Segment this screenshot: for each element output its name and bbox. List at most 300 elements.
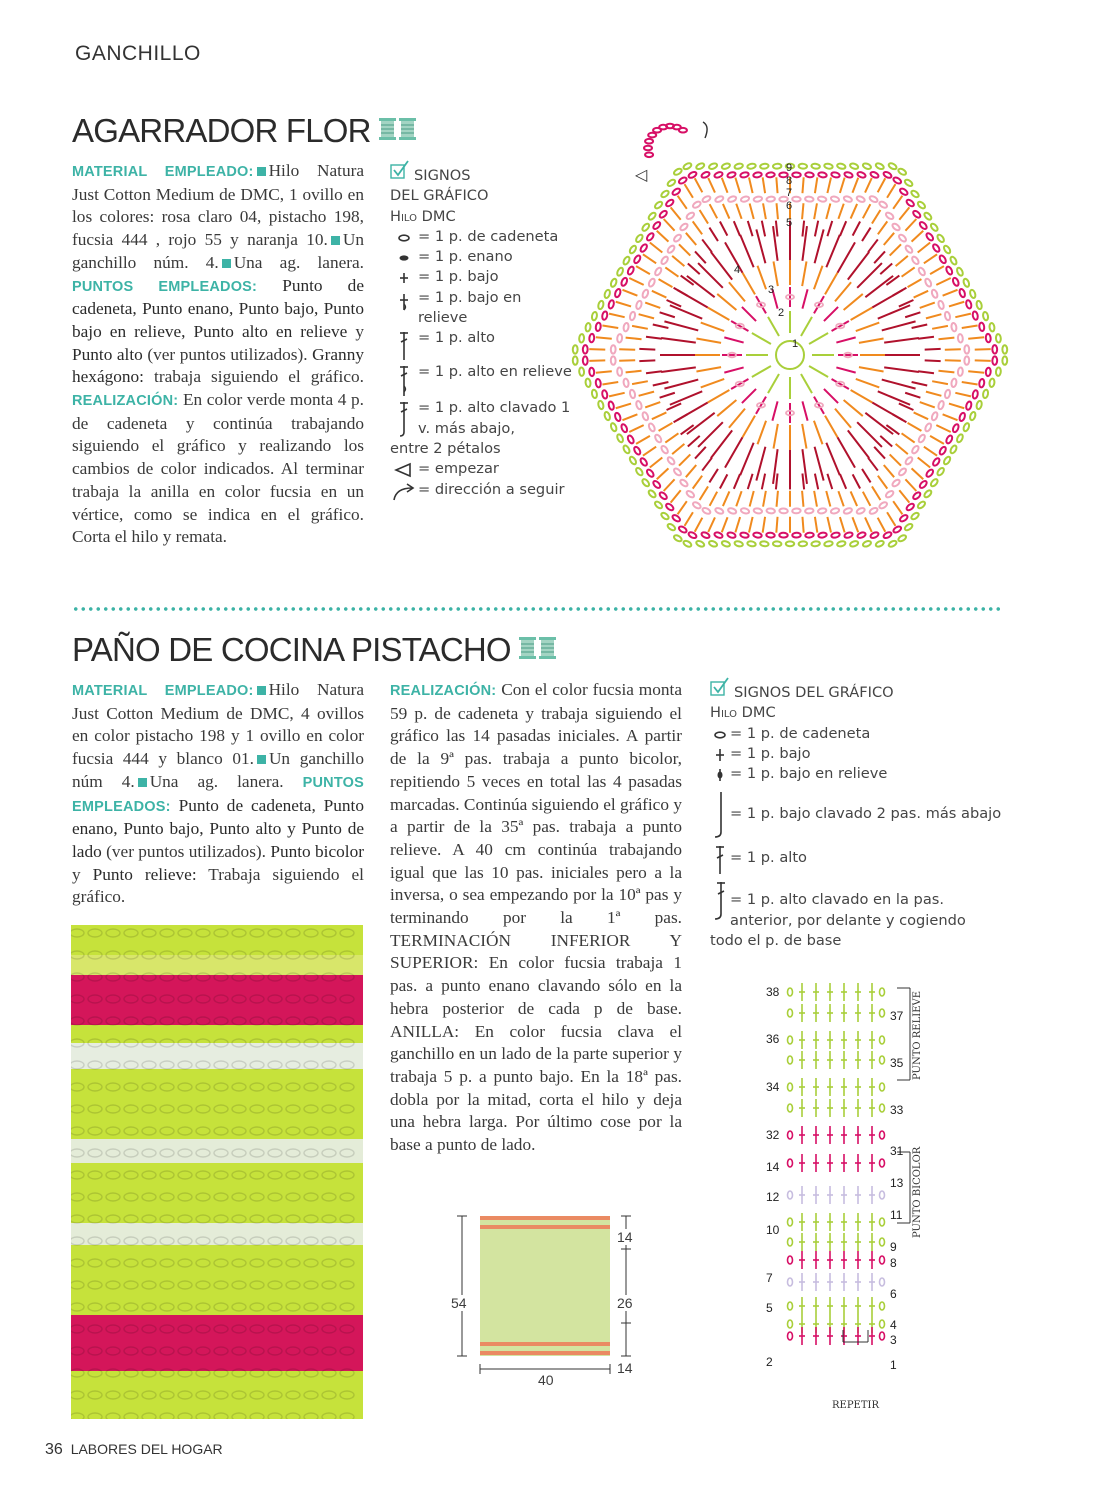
chart-stitch (857, 422, 882, 447)
chart-stitch (579, 367, 584, 376)
chart-stitch (919, 221, 928, 230)
chart-stitch (888, 162, 898, 170)
chart-stitch (727, 507, 737, 514)
chart-stitch (633, 254, 642, 264)
chart-stitch (836, 367, 855, 372)
chart-stitch (851, 204, 857, 219)
chart-stitch (956, 433, 964, 443)
chart-stitch (917, 500, 926, 509)
chart-stitch (648, 133, 656, 138)
row-number: 32 (766, 1128, 780, 1142)
chart-stitch (827, 517, 831, 533)
chart-stitch (667, 523, 677, 532)
chart-stitch (721, 540, 730, 547)
chart-stitch (870, 171, 880, 179)
round-label: 8 (786, 174, 793, 187)
chart-stitch (880, 1332, 885, 1340)
page-number: 36 (45, 1441, 63, 1458)
chart-stitch (979, 322, 985, 331)
chart-stitch (671, 187, 681, 196)
chart-stitch (852, 517, 858, 532)
chart-stitch (639, 349, 655, 350)
chart-stitch (696, 367, 721, 371)
chart-stitch (654, 434, 663, 444)
chart-stitch (792, 197, 801, 202)
chart-stitch (963, 278, 971, 288)
chart-stitch (597, 300, 604, 309)
material-text: Hilo Natura Just Cotton Medium de DMC, 4 ovillos en color pistacho 198 y 1 ovillo en color fucsia 444 y blanco 01. (72, 680, 365, 769)
chart-stitch (856, 195, 866, 203)
chart-stitch (622, 290, 637, 296)
chart-stitch (788, 988, 793, 996)
chart-stitch (968, 337, 984, 338)
chart-stitch (814, 491, 817, 507)
chart-stitch (695, 540, 705, 548)
chart-stitch (802, 424, 806, 449)
realizacion-label: REALIZACIÓN: (390, 683, 497, 699)
chart-stitch (882, 380, 916, 389)
chart-stitch (720, 221, 727, 235)
chart-stitch (880, 1131, 885, 1139)
agarrador-title-block (72, 112, 419, 150)
chart-stitch (742, 307, 756, 321)
chart-stitch (918, 242, 930, 252)
chart-stitch (996, 334, 1001, 343)
chart-stitch (801, 317, 812, 336)
chart-stitch (734, 163, 743, 170)
sc-icon (710, 744, 730, 764)
chart-stitch (753, 508, 762, 514)
chart-stitch (776, 221, 778, 237)
check-icon (710, 677, 730, 703)
chart-stitch (779, 508, 788, 513)
chart-stitch (863, 492, 871, 506)
chart-stitch (964, 345, 969, 354)
chart-stitch (809, 333, 828, 344)
chart-stitch (930, 436, 944, 444)
chart-stitch (773, 164, 782, 169)
chart-stitch (602, 390, 608, 399)
chart-stitch (766, 532, 775, 538)
chart-stitch (880, 436, 892, 447)
chart-stitch (714, 195, 724, 203)
chart-stitch (786, 541, 794, 546)
chart-stitch (880, 1159, 885, 1167)
chart-stitch (747, 541, 756, 547)
direction-arrow-icon (390, 480, 418, 502)
chart-stitch (616, 267, 624, 277)
chart-stitch (986, 334, 991, 343)
chart-stitch (952, 423, 960, 433)
chart-stitch (840, 474, 846, 489)
chart-stitch (814, 203, 817, 219)
chart-stitch (979, 379, 985, 388)
chart-stitch (890, 244, 901, 255)
chart-stitch (938, 254, 947, 264)
chart-stitch (779, 533, 788, 538)
chart-stitch (811, 163, 820, 169)
chart-stitch (616, 302, 631, 307)
chart-stitch (893, 196, 902, 209)
puntos-strong: Punto de cadeneta, Punto enano, Punto bajo, Punto bajo en relieve, Punto alto en relieve (72, 275, 364, 341)
chart-stitch (896, 256, 908, 266)
yarn-band (71, 1223, 363, 1245)
chart-stitch (610, 422, 618, 432)
chart-stitch (686, 465, 696, 477)
puntos-ver: (ver puntos utilizados). (106, 841, 266, 861)
chart-stitch (1002, 345, 1007, 354)
chart-stitch (884, 367, 919, 372)
round-label: 9 (786, 162, 793, 174)
chart-stitch (596, 371, 612, 372)
chart-stitch (805, 172, 814, 178)
chart-stitch (645, 139, 653, 144)
chart-stitch (826, 443, 839, 475)
chart-stitch (945, 435, 953, 445)
chart-stitch (616, 433, 624, 443)
chart-stitch (976, 300, 983, 309)
chart-stitch (811, 541, 820, 547)
chart-stitch (872, 403, 902, 421)
chart-stitch (969, 289, 976, 298)
punto-relieve-label: PUNTO RELIEVE (912, 990, 923, 1080)
sc-relief-icon (390, 288, 418, 312)
chart-stitch (647, 489, 656, 498)
chart-stitch (904, 456, 913, 465)
chart-stitch (788, 1131, 793, 1139)
chart-stitch (700, 210, 708, 224)
chart-stitch (667, 403, 682, 410)
chart-stitch (626, 371, 642, 373)
chart-stitch (659, 423, 673, 431)
chart-stitch (622, 256, 630, 266)
chart-stitch (788, 1159, 793, 1167)
chart-stitch (802, 517, 803, 533)
chart-stitch (840, 517, 845, 532)
chart-stitch (724, 337, 743, 342)
chart-stitch (880, 988, 885, 996)
legend-item: = 1 p. bajo (418, 268, 499, 286)
chart-stitch (824, 163, 833, 169)
chart-stitch (887, 184, 895, 198)
chart-stitch (872, 210, 880, 224)
chart-stitch (836, 337, 855, 342)
dishcloth-photo (71, 925, 363, 1419)
chart-stitch (672, 444, 684, 454)
chart-stitch (748, 474, 753, 489)
chart-stitch (589, 334, 594, 343)
chart-stitch (653, 382, 669, 385)
chart-stitch (872, 486, 880, 500)
chart-stitch (692, 200, 702, 209)
relieve-text: Trabaja siguiendo el gráfico. (72, 864, 364, 907)
chart-stitch (585, 323, 591, 332)
legend-heading1: SIGNOS (414, 167, 471, 184)
chart-stitch (910, 189, 920, 198)
chart-stitch (826, 204, 830, 219)
chart-stitch (747, 163, 756, 169)
chart-stitch (874, 251, 885, 263)
row-number: 31 (890, 1144, 904, 1158)
chart-stitch (809, 366, 828, 377)
chart-stitch (918, 337, 934, 339)
chart-stitch (629, 311, 636, 320)
chart-stitch (629, 245, 638, 255)
chart-stitch (840, 178, 845, 193)
chart-stitch (891, 479, 901, 488)
chart-stitch (905, 502, 915, 511)
legend-item: = 1 p. de cadeneta (418, 227, 559, 245)
row-number: 14 (766, 1160, 780, 1174)
chart-stitch (591, 312, 597, 321)
chart-stitch (763, 177, 765, 193)
chart-stitch (899, 403, 914, 410)
yarn-band (71, 1139, 363, 1163)
middle-label: 26 (617, 1295, 633, 1311)
chart-stitch (880, 263, 892, 274)
chart-stitch (773, 541, 782, 546)
bicolor-y: y (72, 864, 81, 884)
chart-stitch (859, 367, 884, 371)
chart-stitch (788, 1238, 793, 1246)
chart-stitch (788, 1278, 793, 1286)
chart-stitch (880, 1256, 885, 1264)
chart-stitch (774, 261, 778, 286)
chart-stitch (671, 207, 681, 219)
chart-stitch (642, 411, 650, 421)
chart-stitch (702, 195, 712, 203)
legend-item: = 1 p. bajo (730, 744, 811, 762)
chart-stitch (802, 221, 804, 237)
chart-stitch (660, 256, 669, 266)
chart-stitch (585, 378, 591, 387)
legend-item: = empezar (418, 460, 499, 478)
chart-stitch (908, 279, 922, 287)
chart-stitch (937, 300, 944, 309)
chart-stitch (892, 525, 902, 533)
chart-stitch (992, 345, 997, 354)
chart-stitch (749, 517, 753, 533)
round-label: 7 (786, 187, 793, 199)
chart-stitch (958, 367, 964, 376)
legend-item: = 1 p. alto (418, 329, 495, 347)
chart-stitch (776, 473, 778, 489)
chart-stitch (897, 534, 907, 542)
chart-stitch (905, 479, 916, 491)
chart-stitch (627, 435, 635, 445)
chart-stitch (614, 288, 621, 298)
chart-stitch (868, 458, 878, 471)
chart-stitch (672, 256, 684, 266)
chart-stitch (878, 221, 887, 234)
chart-stitch (932, 326, 948, 329)
chart-stitch (722, 178, 728, 193)
chart-stitch (888, 540, 898, 548)
chart-stitch (949, 256, 957, 266)
chart-stitch (573, 356, 578, 365)
chart-stitch (849, 540, 858, 547)
chart-stitch (614, 412, 621, 422)
chart-stitch (986, 367, 991, 376)
chart-stitch (838, 491, 843, 506)
chart-stitch (686, 211, 696, 220)
chart-stitch (826, 491, 830, 506)
chart-stitch (824, 389, 838, 403)
chart-stitch (899, 207, 909, 219)
chart-stitch (835, 282, 851, 301)
row-number: 33 (890, 1103, 904, 1117)
chart-stitch (740, 532, 749, 539)
chart-stitch (743, 273, 756, 295)
chart-stitch (805, 508, 814, 514)
chart-stitch (963, 422, 971, 432)
material-text3: Una ag. lanera. (149, 771, 284, 791)
chart-stitch (717, 294, 736, 310)
chart-stitch (659, 491, 668, 500)
chart-stitch (949, 302, 964, 307)
chart-stitch (650, 457, 662, 467)
chart-stitch (802, 401, 807, 420)
chart-stitch (874, 447, 885, 459)
section-tag: GANCHILLO (75, 42, 201, 65)
chart-stitch (731, 321, 748, 331)
chart-stitch (884, 338, 919, 343)
chart-stitch (936, 425, 950, 432)
chart-stitch (721, 163, 730, 170)
chart-stitch (908, 423, 922, 431)
chart-stitch (740, 172, 749, 179)
chart-stitch (824, 307, 838, 321)
chart-stitch (617, 367, 623, 376)
chart-stitch (766, 508, 775, 514)
sc-icon (390, 267, 418, 287)
legend-item: = 1 p. bajo en relieve (730, 765, 888, 783)
chart-stitch (965, 401, 972, 410)
chart-stitch (924, 278, 932, 288)
chart-stitch (666, 456, 675, 465)
chart-stitch (911, 256, 920, 266)
chart-stitch (788, 1256, 793, 1264)
round-label: 6 (786, 199, 793, 212)
chart-stitch (972, 311, 978, 320)
agarrador-legend (390, 160, 575, 502)
sc-relief-icon (710, 764, 730, 784)
chart-stitch (659, 210, 668, 219)
chart-stitch (917, 201, 926, 210)
chart-stitch (646, 337, 662, 339)
chart-stitch (665, 199, 675, 208)
legend-brand: Hilo DMC (710, 704, 776, 722)
chart-stitch (788, 1056, 793, 1064)
chart-stitch (595, 322, 601, 331)
legend-item: entre 2 pétalos (390, 439, 501, 457)
chart-stitch (659, 279, 673, 287)
punto-bicolor-label: PUNTO BICOLOR (912, 1146, 923, 1238)
chart-stitch (943, 456, 952, 466)
chart-stitch (696, 339, 721, 343)
chart-stitch (880, 1238, 885, 1246)
chart-stitch (870, 531, 880, 539)
chart-stitch (788, 1083, 793, 1091)
chart-stitch (936, 234, 945, 244)
chart-stitch (943, 290, 958, 296)
chart-stitch (851, 308, 873, 321)
chart-stitch (826, 235, 839, 267)
row-number: 13 (890, 1176, 904, 1190)
chart-stitch (661, 338, 696, 343)
chart-stitch (880, 1191, 885, 1199)
chart-stitch (788, 1218, 793, 1226)
chart-stitch (943, 245, 952, 255)
realizacion-label: REALIZACIÓN: (72, 393, 179, 410)
chart-stitch (865, 517, 872, 532)
chart-stitch (969, 411, 976, 420)
chart-stitch (925, 232, 934, 242)
chart-stitch (750, 204, 754, 219)
chart-stitch (664, 219, 675, 231)
chart-stitch (924, 254, 937, 263)
chart-stitch (905, 312, 920, 317)
chart-stitch (629, 389, 636, 398)
chart-stitch (878, 476, 887, 489)
row-number: 7 (766, 1271, 773, 1285)
chart-stitch (945, 360, 961, 361)
chart-stitch (912, 325, 928, 328)
chart-stitch (645, 152, 653, 157)
chart-stitch (931, 289, 939, 299)
dc-spike-icon (710, 880, 730, 924)
chart-stitch (843, 507, 853, 514)
chart-stitch (968, 371, 984, 372)
chart-stitch (632, 326, 648, 329)
row-number: 35 (890, 1056, 904, 1070)
chart-stitch (802, 473, 804, 489)
chart-stitch (857, 263, 882, 288)
chart-stitch (945, 349, 961, 350)
chart-stitch (801, 374, 812, 393)
chart-stitch (880, 1083, 885, 1091)
chart-stitch (671, 514, 681, 523)
chart-stitch (736, 491, 741, 506)
chart-stitch (880, 1009, 885, 1017)
chart-stitch (609, 393, 625, 397)
chart-stitch (802, 177, 803, 193)
chart-stitch (944, 389, 951, 398)
chart-stitch (930, 478, 939, 487)
chart-stitch (857, 531, 867, 539)
round-label: 2 (778, 307, 785, 319)
chart-stitch (604, 289, 611, 298)
chart-stitch (639, 243, 648, 253)
material-text2: Un ganchillo núm 4. (72, 749, 364, 791)
chart-stitch (878, 178, 886, 192)
chart-stitch (815, 474, 818, 490)
legend-item: = 1 p. alto clavado 1 v. más abajo, (418, 399, 571, 437)
chart-stitch (904, 179, 914, 188)
chart-stitch (872, 290, 902, 308)
chart-stitch (714, 171, 724, 179)
top-band-label: 14 (617, 1229, 633, 1245)
chart-stitch (629, 278, 643, 285)
chart-stitch (844, 294, 863, 310)
chart-stitch (596, 337, 612, 338)
chart-stitch (865, 178, 872, 193)
chart-stitch (792, 508, 801, 513)
puntos-y: y (355, 321, 364, 341)
chart-stitch (661, 367, 696, 372)
chart-stitch (776, 177, 777, 193)
chart-stitch (856, 323, 879, 332)
